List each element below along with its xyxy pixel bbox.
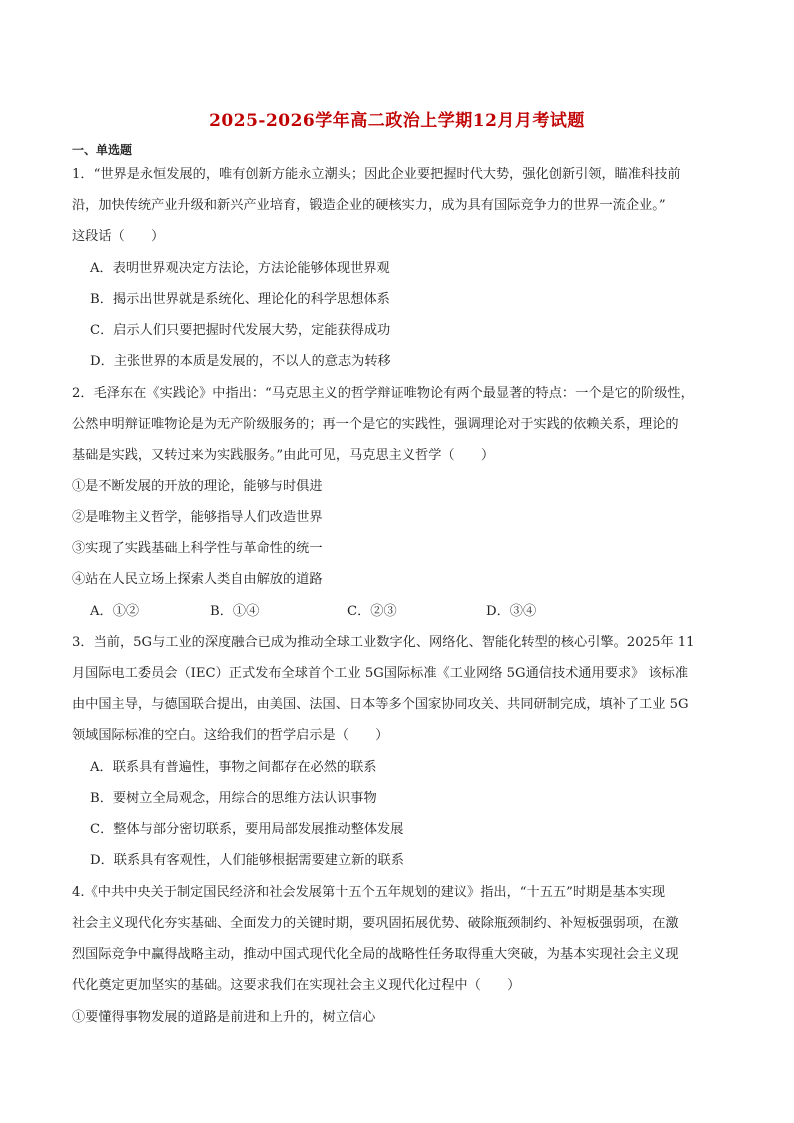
- question-2-line-3: 基础是实践，又转过来为实践服务。”由此可见，马克思主义哲学（ ）: [72, 448, 495, 463]
- question-4-line-1: 4.《中共中央关于制定国民经济和社会发展第十五个五年规划的建议》指出，“十五五”时期是基本实现: [72, 885, 666, 900]
- question-2-statement-4: ④站在人民立场上探索人类自由解放的道路: [72, 572, 323, 587]
- question-1-option-b: B．揭示出世界就是系统化、理论化的科学思想体系: [90, 292, 390, 307]
- question-2-statement-3: ③实现了实践基础上科学性与革命性的统一: [72, 541, 323, 556]
- question-2-line-2: 公然申明辩证唯物论是为无产阶级服务的；再一个是它的实践性，强调理论对于实践的依赖关系，理论的: [72, 417, 679, 432]
- question-3-line-2: 月国际电工委员会（IEC）正式发布全球首个工业 5G国际标准《工业网络 5G通信技术通用要求》 该标准: [72, 666, 689, 681]
- exam-title: 2025-2026学年高二政治上学期12月月考试题: [209, 111, 585, 131]
- question-2-statement-2: ②是唯物主义哲学，能够指导人们改造世界: [72, 510, 323, 525]
- question-4-line-3: 烈国际竞争中赢得战略主动，推动中国式现代化全局的战略性任务取得重大突破，为基本实现社会主义现: [72, 947, 679, 962]
- question-2-option-d: D．③④: [486, 604, 537, 619]
- question-4-line-4: 代化奠定更加坚实的基础。这要求我们在实现社会主义现代化过程中（ ）: [72, 978, 521, 993]
- question-1-line-3: 这段话（ ）: [72, 229, 165, 244]
- question-4-statement-1: ①要懂得事物发展的道路是前进和上升的，树立信心: [72, 1010, 376, 1025]
- question-2-statement-1: ①是不断发展的开放的理论，能够与时俱进: [72, 479, 323, 494]
- question-3-line-1: 3．当前，5G与工业的深度融合已成为推动全球工业数字化、网络化、智能化转型的核心引擎。2025年 11: [72, 635, 695, 650]
- question-2-option-a: A．①②: [90, 604, 140, 619]
- question-1-option-c: C．启示人们只要把握时代发展大势，定能获得成功: [90, 323, 391, 338]
- question-3-option-d: D．联系具有客观性，人们能够根据需要建立新的联系: [90, 853, 404, 868]
- question-3-line-4: 领域国际标准的空白。这给我们的哲学启示是（ ）: [72, 728, 389, 743]
- question-2-option-b: B．①④: [210, 604, 260, 619]
- question-4-line-2: 社会主义现代化夯实基础、全面发力的关键时期，要巩固拓展优势、破除瓶颈制约、补短板强弱项，在激: [72, 916, 679, 931]
- question-3-option-a: A．联系具有普遍性，事物之间都存在必然的联系: [90, 760, 377, 775]
- question-1-line-2: 沿，加快传统产业升级和新兴产业培育，锻造企业的硬核实力，成为具有国际竞争力的世界一流企业。”: [72, 198, 666, 213]
- question-1-option-a: A．表明世界观决定方法论，方法论能够体现世界观: [90, 261, 390, 276]
- question-1-option-d: D．主张世界的本质是发展的，不以人的意志为转移: [90, 354, 391, 369]
- section-heading: 一、单选题: [72, 143, 133, 157]
- question-3-option-c: C．整体与部分密切联系，要用局部发展推动整体发展: [90, 822, 404, 837]
- question-3-option-b: B．要树立全局观念，用综合的思维方法认识事物: [90, 791, 377, 806]
- question-2-option-c: C．②③: [347, 604, 397, 619]
- question-3-line-3: 由中国主导，与德国联合提出，由美国、法国、日本等多个国家协同攻关、共同研制完成，填补了工业 5G: [72, 697, 689, 712]
- question-1-line-1: 1．“世界是永恒发展的，唯有创新方能永立潮头；因此企业要把握时代大势，强化创新引领，瞄准科技前: [72, 167, 681, 182]
- question-2-line-1: 2．毛泽东在《实践论》中指出：“马克思主义的哲学辩证唯物论有两个最显著的特点：一个是它的阶级性，: [72, 386, 694, 401]
